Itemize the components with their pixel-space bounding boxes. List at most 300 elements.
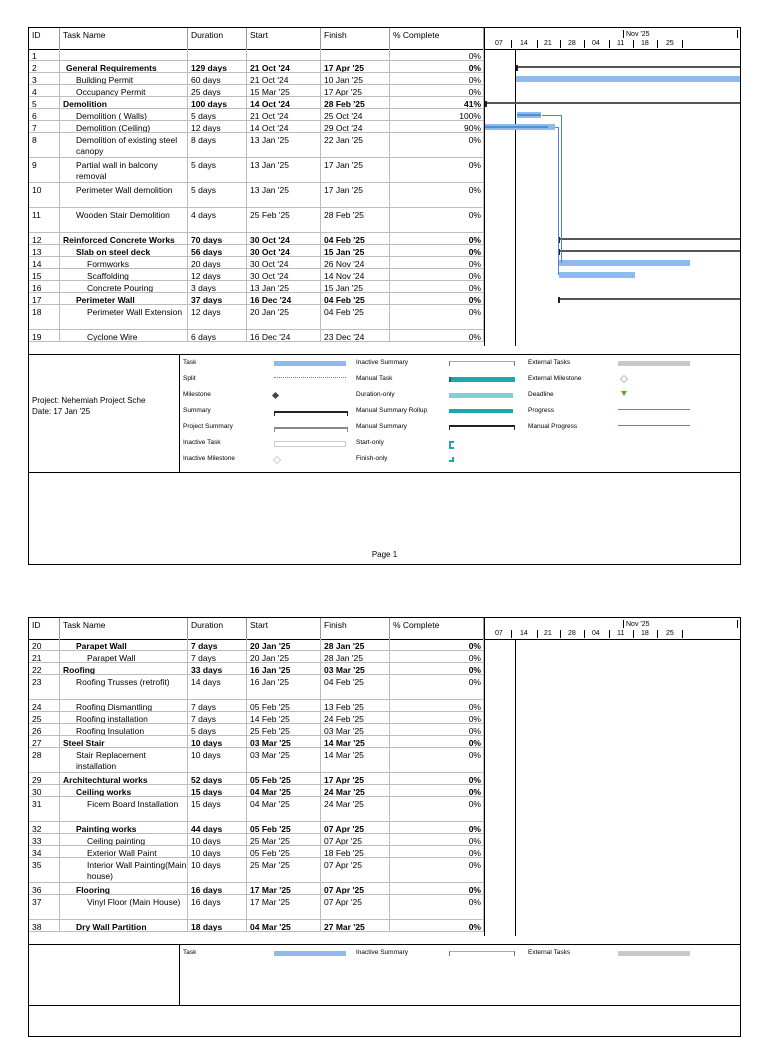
- pct-complete-cell[interactable]: 0%: [390, 639, 484, 650]
- table-row[interactable]: [29, 651, 484, 663]
- legend-label: Summary: [183, 407, 211, 414]
- task-name-cell[interactable]: Roofing installation: [60, 712, 188, 723]
- duration-cell[interactable]: [188, 49, 247, 60]
- pct-complete-cell[interactable]: 0%: [390, 233, 484, 244]
- task-id-cell[interactable]: 24: [29, 700, 60, 711]
- duration-cell[interactable]: 5 days: [188, 183, 247, 207]
- task-name-cell[interactable]: Roofing: [60, 663, 188, 674]
- duration-cell[interactable]: 56 days: [188, 245, 247, 256]
- pct-complete-cell[interactable]: 0%: [390, 748, 484, 772]
- duration-cell[interactable]: 4 days: [188, 208, 247, 232]
- table-row[interactable]: [29, 773, 484, 785]
- table-row[interactable]: [29, 797, 484, 822]
- table-row[interactable]: [29, 49, 484, 61]
- duration-cell[interactable]: 20 days: [188, 257, 247, 268]
- finish-cell[interactable]: 07 Apr '25: [321, 883, 390, 894]
- dependency-link: [561, 115, 562, 263]
- duration-cell[interactable]: 18 days: [188, 920, 247, 931]
- start-cell[interactable]: 20 Jan '25: [247, 639, 321, 650]
- task-name-cell[interactable]: Formworks: [60, 257, 188, 268]
- duration-cell[interactable]: 3 days: [188, 281, 247, 292]
- task-id-cell[interactable]: 5: [29, 97, 60, 108]
- finish-cell[interactable]: 24 Feb '25: [321, 712, 390, 723]
- start-cell[interactable]: 25 Mar '25: [247, 858, 321, 882]
- table-row[interactable]: [29, 895, 484, 920]
- task-id-cell[interactable]: 15: [29, 269, 60, 280]
- duration-cell[interactable]: 10 days: [188, 834, 247, 845]
- finish-cell[interactable]: 04 Feb '25: [321, 233, 390, 244]
- task-name-cell[interactable]: Ceiling works: [60, 785, 188, 796]
- finish-cell[interactable]: 03 Mar '25: [321, 663, 390, 674]
- task-name-cell[interactable]: Interior Wall Painting(Main house): [60, 858, 188, 882]
- table-row[interactable]: [29, 183, 484, 208]
- start-cell[interactable]: 13 Jan '25: [247, 133, 321, 157]
- task-name-cell[interactable]: Demolition ( Walls): [60, 109, 188, 120]
- finish-cell[interactable]: 04 Feb '25: [321, 675, 390, 699]
- start-cell[interactable]: 14 Oct '24: [247, 97, 321, 108]
- table-row[interactable]: [29, 121, 484, 133]
- col-header-task-name[interactable]: Task Name: [60, 28, 188, 49]
- pct-complete-cell[interactable]: 0%: [390, 834, 484, 845]
- table-row[interactable]: [29, 305, 484, 330]
- col-header-task-name[interactable]: Task Name: [60, 618, 188, 639]
- start-cell[interactable]: 14 Feb '25: [247, 712, 321, 723]
- task-name-cell[interactable]: Architechtural works: [60, 773, 188, 784]
- table-row[interactable]: [29, 785, 484, 797]
- start-cell[interactable]: 20 Jan '25: [247, 305, 321, 329]
- duration-cell[interactable]: 7 days: [188, 639, 247, 650]
- col-header-pct-complete[interactable]: % Complete: [390, 618, 484, 639]
- pct-complete-cell[interactable]: 0%: [390, 305, 484, 329]
- pct-complete-cell[interactable]: 41%: [390, 97, 484, 108]
- duration-cell[interactable]: 70 days: [188, 233, 247, 244]
- duration-cell[interactable]: 7 days: [188, 651, 247, 662]
- pct-complete-cell[interactable]: 0%: [390, 49, 484, 60]
- task-id-cell[interactable]: 34: [29, 846, 60, 857]
- finish-cell[interactable]: 13 Feb '25: [321, 700, 390, 711]
- table-row[interactable]: [29, 85, 484, 97]
- table-row[interactable]: [29, 858, 484, 883]
- finish-cell[interactable]: 15 Jan '25: [321, 281, 390, 292]
- table-row[interactable]: [29, 736, 484, 748]
- table-row[interactable]: [29, 281, 484, 293]
- pct-complete-cell[interactable]: 0%: [390, 330, 484, 341]
- finish-cell[interactable]: 17 Jan '25: [321, 158, 390, 182]
- finish-cell[interactable]: 24 Mar '25: [321, 797, 390, 821]
- table-row[interactable]: [29, 883, 484, 895]
- col-header-duration[interactable]: Duration: [188, 618, 247, 639]
- finish-cell[interactable]: 28 Feb '25: [321, 208, 390, 232]
- task-id-cell[interactable]: 32: [29, 822, 60, 833]
- start-cell[interactable]: 13 Jan '25: [247, 281, 321, 292]
- duration-cell[interactable]: 129 days: [188, 61, 247, 72]
- duration-cell[interactable]: 5 days: [188, 158, 247, 182]
- task-id-cell[interactable]: 16: [29, 281, 60, 292]
- task-id-cell[interactable]: 13: [29, 245, 60, 256]
- task-id-cell[interactable]: 25: [29, 712, 60, 723]
- task-id-cell[interactable]: 9: [29, 158, 60, 182]
- table-row[interactable]: [29, 208, 484, 233]
- legend-label: Split: [183, 375, 196, 382]
- legend-project-name: Project: Nehemiah Project Sche: [32, 396, 146, 405]
- start-cell[interactable]: 16 Dec '24: [247, 330, 321, 341]
- start-cell[interactable]: 16 Jan '25: [247, 663, 321, 674]
- task-id-cell[interactable]: 29: [29, 773, 60, 784]
- start-cell[interactable]: 17 Mar '25: [247, 883, 321, 894]
- duration-cell[interactable]: 8 days: [188, 133, 247, 157]
- timescale-day: 14: [520, 630, 528, 637]
- duration-cell[interactable]: 52 days: [188, 773, 247, 784]
- finish-cell[interactable]: 24 Mar '25: [321, 785, 390, 796]
- pct-complete-cell[interactable]: 0%: [390, 245, 484, 256]
- finish-cell[interactable]: 14 Nov '24: [321, 269, 390, 280]
- start-cell[interactable]: 16 Dec '24: [247, 293, 321, 304]
- start-cell[interactable]: 04 Mar '25: [247, 797, 321, 821]
- summary-bar[interactable]: [558, 238, 740, 240]
- start-cell[interactable]: [247, 49, 321, 60]
- pct-complete-cell[interactable]: 0%: [390, 858, 484, 882]
- duration-cell[interactable]: 5 days: [188, 109, 247, 120]
- pct-complete-cell[interactable]: 0%: [390, 85, 484, 96]
- task-id-cell[interactable]: 3: [29, 73, 60, 84]
- duration-cell[interactable]: 5 days: [188, 724, 247, 735]
- task-name-cell[interactable]: Flooring: [60, 883, 188, 894]
- task-id-cell[interactable]: 37: [29, 895, 60, 919]
- duration-cell[interactable]: 6 days: [188, 330, 247, 341]
- task-id-cell[interactable]: 14: [29, 257, 60, 268]
- start-cell[interactable]: 13 Jan '25: [247, 183, 321, 207]
- task-name-cell[interactable]: Concrete Pouring: [60, 281, 188, 292]
- task-name-cell[interactable]: Reinforced Concrete Works: [60, 233, 188, 244]
- finish-cell[interactable]: 22 Jan '25: [321, 133, 390, 157]
- table-row[interactable]: [29, 712, 484, 724]
- task-name-cell[interactable]: Ceiling painting: [60, 834, 188, 845]
- pct-complete-cell[interactable]: 0%: [390, 700, 484, 711]
- start-cell[interactable]: 03 Mar '25: [247, 748, 321, 772]
- task-bar[interactable]: [516, 76, 740, 82]
- task-name-cell[interactable]: Painting works: [60, 822, 188, 833]
- task-id-cell[interactable]: 33: [29, 834, 60, 845]
- task-name-cell[interactable]: Building Permit: [60, 73, 188, 84]
- table-row[interactable]: [29, 109, 484, 121]
- start-cell[interactable]: 15 Mar '25: [247, 85, 321, 96]
- finish-cell[interactable]: 14 Mar '25: [321, 736, 390, 747]
- finish-cell[interactable]: 04 Feb '25: [321, 305, 390, 329]
- col-header-finish[interactable]: Finish: [321, 618, 390, 639]
- finish-cell[interactable]: [321, 49, 390, 60]
- table-row[interactable]: [29, 700, 484, 712]
- summary-bar[interactable]: [558, 298, 740, 300]
- start-cell[interactable]: 20 Jan '25: [247, 651, 321, 662]
- task-id-cell[interactable]: 11: [29, 208, 60, 232]
- col-header-id[interactable]: ID: [29, 618, 60, 639]
- task-name-cell[interactable]: Demolition of existing steel canopy: [60, 133, 188, 157]
- col-header-pct-complete[interactable]: % Complete: [390, 28, 484, 49]
- table-row[interactable]: [29, 846, 484, 858]
- finish-cell[interactable]: 10 Jan '25: [321, 73, 390, 84]
- summary-bar[interactable]: [516, 66, 740, 68]
- start-cell[interactable]: 04 Mar '25: [247, 920, 321, 931]
- task-name-cell[interactable]: Steel Stair: [60, 736, 188, 747]
- pct-complete-cell[interactable]: 0%: [390, 724, 484, 735]
- start-cell[interactable]: 05 Feb '25: [247, 822, 321, 833]
- start-cell[interactable]: 05 Feb '25: [247, 700, 321, 711]
- pct-complete-cell[interactable]: 0%: [390, 736, 484, 747]
- task-id-cell[interactable]: 31: [29, 797, 60, 821]
- start-cell[interactable]: 13 Jan '25: [247, 158, 321, 182]
- timescale-day: 25: [666, 40, 674, 47]
- table-row[interactable]: [29, 269, 484, 281]
- start-cell[interactable]: 21 Oct '24: [247, 109, 321, 120]
- finish-cell[interactable]: 03 Mar '25: [321, 724, 390, 735]
- finish-cell[interactable]: 17 Apr '25: [321, 61, 390, 72]
- start-cell[interactable]: 14 Oct '24: [247, 121, 321, 132]
- pct-complete-cell[interactable]: 0%: [390, 183, 484, 207]
- finish-cell[interactable]: 25 Oct '24: [321, 109, 390, 120]
- table-row[interactable]: [29, 97, 484, 109]
- table-row[interactable]: [29, 663, 484, 675]
- task-id-cell[interactable]: 19: [29, 330, 60, 341]
- duration-cell[interactable]: 12 days: [188, 305, 247, 329]
- finish-cell[interactable]: 15 Jan '25: [321, 245, 390, 256]
- task-id-cell[interactable]: 30: [29, 785, 60, 796]
- table-row[interactable]: [29, 61, 484, 73]
- finish-cell[interactable]: 26 Nov '24: [321, 257, 390, 268]
- finish-cell[interactable]: 17 Apr '25: [321, 773, 390, 784]
- task-name-cell[interactable]: Roofing Insulation: [60, 724, 188, 735]
- task-id-cell[interactable]: 4: [29, 85, 60, 96]
- task-id-cell[interactable]: 17: [29, 293, 60, 304]
- finish-cell[interactable]: 07 Apr '25: [321, 822, 390, 833]
- finish-cell[interactable]: 04 Feb '25: [321, 293, 390, 304]
- finish-cell[interactable]: 27 Mar '25: [321, 920, 390, 931]
- pct-complete-cell[interactable]: 0%: [390, 920, 484, 931]
- start-cell[interactable]: 05 Feb '25: [247, 846, 321, 857]
- pct-complete-cell[interactable]: 0%: [390, 133, 484, 157]
- finish-cell[interactable]: 07 Apr '25: [321, 834, 390, 845]
- start-cell[interactable]: 21 Oct '24: [247, 61, 321, 72]
- table-row[interactable]: [29, 293, 484, 305]
- pct-complete-cell[interactable]: 0%: [390, 663, 484, 674]
- start-cell[interactable]: 25 Mar '25: [247, 834, 321, 845]
- timescale-day: 11: [617, 40, 625, 47]
- start-cell[interactable]: 25 Feb '25: [247, 208, 321, 232]
- pct-complete-cell[interactable]: 0%: [390, 773, 484, 784]
- start-cell[interactable]: 04 Mar '25: [247, 785, 321, 796]
- table-row[interactable]: [29, 639, 484, 651]
- legend-inactive-milestone-symbol: [273, 456, 281, 464]
- task-name-cell[interactable]: Occupancy Permit: [60, 85, 188, 96]
- task-name-cell[interactable]: Parapet Wall: [60, 639, 188, 650]
- task-name-cell[interactable]: Perimeter Wall Extension: [60, 305, 188, 329]
- finish-cell[interactable]: 28 Jan '25: [321, 639, 390, 650]
- start-cell[interactable]: 03 Mar '25: [247, 736, 321, 747]
- task-id-cell[interactable]: 20: [29, 639, 60, 650]
- task-bar[interactable]: [559, 272, 635, 278]
- finish-cell[interactable]: 29 Oct '24: [321, 121, 390, 132]
- task-id-cell[interactable]: 6: [29, 109, 60, 120]
- duration-cell[interactable]: 33 days: [188, 663, 247, 674]
- duration-cell[interactable]: 60 days: [188, 73, 247, 84]
- legend-label: Start-only: [356, 439, 384, 446]
- finish-cell[interactable]: 07 Apr '25: [321, 895, 390, 919]
- task-name-cell[interactable]: Demolition: [60, 97, 188, 108]
- finish-cell[interactable]: 14 Mar '25: [321, 748, 390, 772]
- task-name-cell[interactable]: Cyclone Wire: [60, 330, 188, 341]
- task-name-cell[interactable]: Perimeter Wall: [60, 293, 188, 304]
- table-row[interactable]: [29, 675, 484, 700]
- task-name-cell[interactable]: Wooden Stair Demolition: [60, 208, 188, 232]
- summary-bar-start: [516, 65, 518, 71]
- task-id-cell[interactable]: 38: [29, 920, 60, 931]
- task-id-cell[interactable]: 35: [29, 858, 60, 882]
- pct-complete-cell[interactable]: 0%: [390, 651, 484, 662]
- task-id-cell[interactable]: 8: [29, 133, 60, 157]
- start-cell[interactable]: 05 Feb '25: [247, 773, 321, 784]
- table-row[interactable]: [29, 158, 484, 183]
- pct-complete-cell[interactable]: 0%: [390, 73, 484, 84]
- start-cell[interactable]: 30 Oct '24: [247, 245, 321, 256]
- task-name-cell[interactable]: Parapet Wall: [60, 651, 188, 662]
- task-id-cell[interactable]: 36: [29, 883, 60, 894]
- finish-cell[interactable]: 18 Feb '25: [321, 846, 390, 857]
- task-name-cell[interactable]: Roofing Dismantling: [60, 700, 188, 711]
- task-name-cell[interactable]: Ficem Board Installation: [60, 797, 188, 821]
- start-cell[interactable]: 16 Jan '25: [247, 675, 321, 699]
- finish-cell[interactable]: 28 Jan '25: [321, 651, 390, 662]
- task-id-cell[interactable]: 1: [29, 49, 60, 60]
- start-cell[interactable]: 30 Oct '24: [247, 233, 321, 244]
- finish-cell[interactable]: 23 Dec '24: [321, 330, 390, 341]
- task-name-cell[interactable]: Exterior Wall Paint: [60, 846, 188, 857]
- duration-cell[interactable]: 15 days: [188, 797, 247, 821]
- finish-cell[interactable]: 28 Feb '25: [321, 97, 390, 108]
- task-name-cell[interactable]: Slab on steel deck: [60, 245, 188, 256]
- table-row[interactable]: [29, 748, 484, 773]
- col-header-start[interactable]: Start: [247, 28, 321, 49]
- pct-complete-cell[interactable]: 0%: [390, 822, 484, 833]
- task-id-cell[interactable]: 7: [29, 121, 60, 132]
- pct-complete-cell[interactable]: 0%: [390, 797, 484, 821]
- pct-complete-cell[interactable]: 0%: [390, 785, 484, 796]
- pct-complete-cell[interactable]: 0%: [390, 269, 484, 280]
- table-row[interactable]: [29, 724, 484, 736]
- duration-cell[interactable]: 7 days: [188, 700, 247, 711]
- legend-label: External Milestone: [528, 375, 582, 382]
- table-row[interactable]: [29, 257, 484, 269]
- pct-complete-cell[interactable]: 0%: [390, 293, 484, 304]
- summary-bar[interactable]: [558, 250, 740, 252]
- start-cell[interactable]: 30 Oct '24: [247, 257, 321, 268]
- start-cell[interactable]: 25 Feb '25: [247, 724, 321, 735]
- legend-label: Inactive Milestone: [183, 455, 236, 462]
- task-name-cell[interactable]: Roofing Trusses (retrofit): [60, 675, 188, 699]
- table-row[interactable]: [29, 834, 484, 846]
- duration-cell[interactable]: 37 days: [188, 293, 247, 304]
- task-name-cell[interactable]: Partial wall in balcony removal: [60, 158, 188, 182]
- pct-complete-cell[interactable]: 0%: [390, 883, 484, 894]
- start-cell[interactable]: 17 Mar '25: [247, 895, 321, 919]
- col-header-start[interactable]: Start: [247, 618, 321, 639]
- table-row[interactable]: [29, 330, 484, 342]
- duration-cell[interactable]: 100 days: [188, 97, 247, 108]
- duration-cell[interactable]: 44 days: [188, 822, 247, 833]
- start-cell[interactable]: 21 Oct '24: [247, 73, 321, 84]
- col-header-finish[interactable]: Finish: [321, 28, 390, 49]
- table-row[interactable]: [29, 245, 484, 257]
- table-row[interactable]: [29, 233, 484, 245]
- pct-complete-cell[interactable]: 0%: [390, 281, 484, 292]
- table-row[interactable]: [29, 73, 484, 85]
- start-cell[interactable]: 30 Oct '24: [247, 269, 321, 280]
- pct-complete-cell[interactable]: 0%: [390, 61, 484, 72]
- task-id-cell[interactable]: 22: [29, 663, 60, 674]
- task-id-cell[interactable]: 12: [29, 233, 60, 244]
- duration-cell[interactable]: 12 days: [188, 269, 247, 280]
- task-name-cell[interactable]: Perimeter Wall demolition: [60, 183, 188, 207]
- task-name-cell[interactable]: General Requirements: [60, 61, 188, 72]
- finish-cell[interactable]: 17 Jan '25: [321, 183, 390, 207]
- duration-cell[interactable]: 7 days: [188, 712, 247, 723]
- task-id-cell[interactable]: 21: [29, 651, 60, 662]
- task-id-cell[interactable]: 26: [29, 724, 60, 735]
- task-name-cell[interactable]: Demolition (Ceiling): [60, 121, 188, 132]
- finish-cell[interactable]: 07 Apr '25: [321, 858, 390, 882]
- duration-cell[interactable]: 16 days: [188, 895, 247, 919]
- task-id-cell[interactable]: 27: [29, 736, 60, 747]
- table-row[interactable]: [29, 133, 484, 158]
- task-name-cell[interactable]: Stair Replacement installation: [60, 748, 188, 772]
- duration-cell[interactable]: 10 days: [188, 748, 247, 772]
- col-header-id[interactable]: ID: [29, 28, 60, 49]
- pct-complete-cell[interactable]: 0%: [390, 846, 484, 857]
- task-bar[interactable]: [559, 260, 690, 266]
- duration-cell[interactable]: 16 days: [188, 883, 247, 894]
- task-id-cell[interactable]: 28: [29, 748, 60, 772]
- duration-cell[interactable]: 10 days: [188, 736, 247, 747]
- duration-cell[interactable]: 25 days: [188, 85, 247, 96]
- pct-complete-cell[interactable]: 100%: [390, 109, 484, 120]
- task-name-cell[interactable]: Vinyl Floor (Main House): [60, 895, 188, 919]
- pct-complete-cell[interactable]: 0%: [390, 895, 484, 919]
- pct-complete-cell[interactable]: 0%: [390, 158, 484, 182]
- table-row[interactable]: [29, 822, 484, 834]
- pct-complete-cell[interactable]: 0%: [390, 257, 484, 268]
- pct-complete-cell[interactable]: 90%: [390, 121, 484, 132]
- table-row[interactable]: [29, 920, 484, 932]
- pct-complete-cell[interactable]: 0%: [390, 675, 484, 699]
- duration-cell[interactable]: 15 days: [188, 785, 247, 796]
- task-id-cell[interactable]: 10: [29, 183, 60, 207]
- timescale-tick: [623, 620, 624, 628]
- duration-cell[interactable]: 12 days: [188, 121, 247, 132]
- task-id-cell[interactable]: 18: [29, 305, 60, 329]
- col-header-duration[interactable]: Duration: [188, 28, 247, 49]
- task-name-cell[interactable]: Scaffolding: [60, 269, 188, 280]
- summary-bar[interactable]: [485, 102, 740, 104]
- task-id-cell[interactable]: 2: [29, 61, 60, 72]
- pct-complete-cell[interactable]: 0%: [390, 712, 484, 723]
- task-name-cell[interactable]: [60, 49, 188, 60]
- task-name-cell[interactable]: Dry Wall Partition: [60, 920, 188, 931]
- duration-cell[interactable]: 10 days: [188, 858, 247, 882]
- pct-complete-cell[interactable]: 0%: [390, 208, 484, 232]
- legend-column-divider: [179, 945, 180, 1005]
- task-id-cell[interactable]: 23: [29, 675, 60, 699]
- finish-cell[interactable]: 17 Apr '25: [321, 85, 390, 96]
- duration-cell[interactable]: 14 days: [188, 675, 247, 699]
- duration-cell[interactable]: 10 days: [188, 846, 247, 857]
